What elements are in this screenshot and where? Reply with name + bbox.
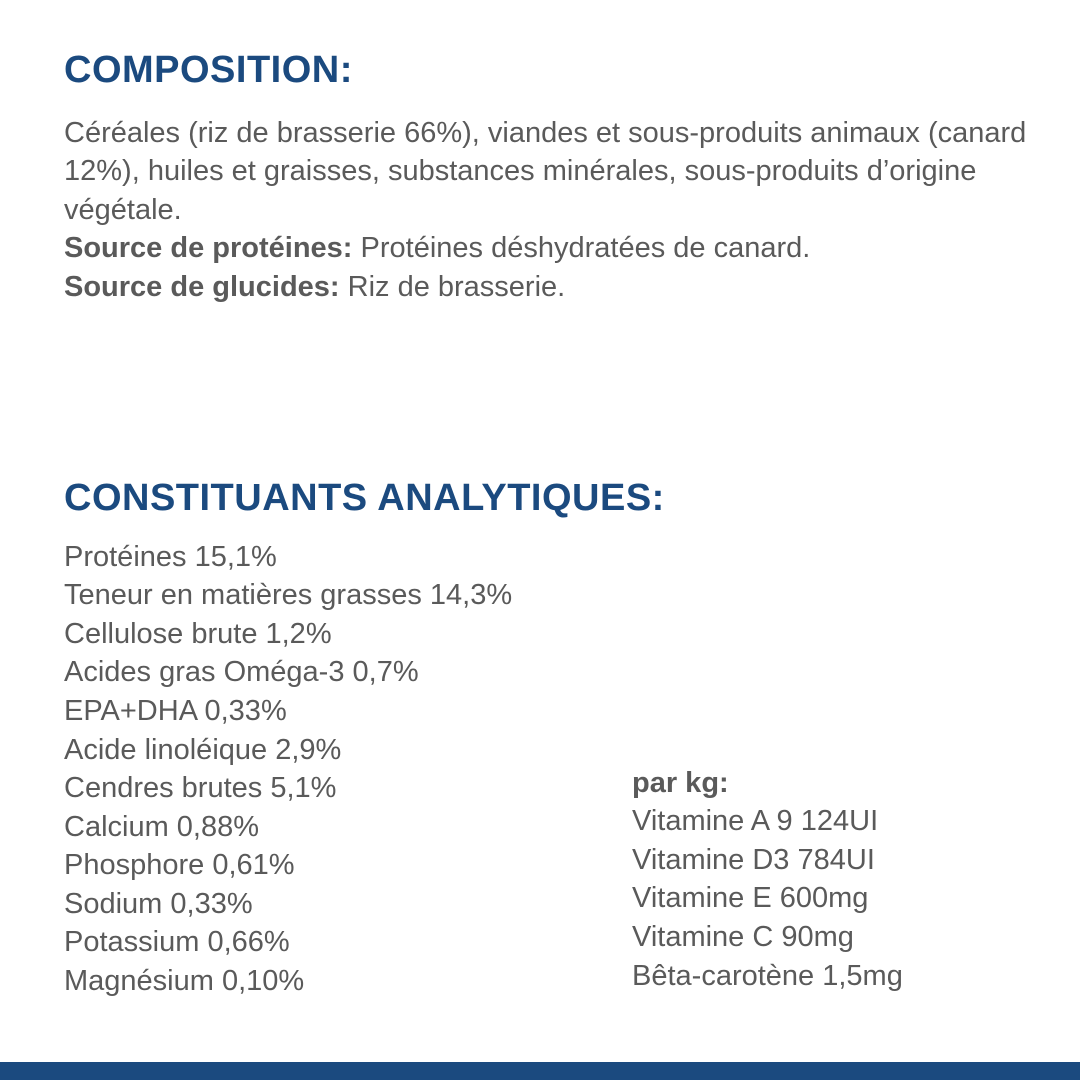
list-item: Potassium 0,66% bbox=[64, 926, 290, 959]
list-item: Vitamine C 90mg bbox=[632, 921, 854, 954]
list-item: Calcium 0,88% bbox=[64, 810, 260, 843]
protein-source-value: Protéines déshydratées de canard. bbox=[352, 232, 811, 265]
protein-source-label: Source de protéines: bbox=[64, 232, 353, 265]
composition-heading: COMPOSITION: bbox=[64, 49, 353, 91]
vitamins-list bbox=[632, 802, 903, 995]
list-item: Vitamine D3 784UI bbox=[632, 843, 875, 876]
list-item: Protéines 15,1% bbox=[64, 540, 277, 573]
list-item: Acide linoléique 2,9% bbox=[64, 733, 342, 766]
composition-body bbox=[64, 114, 1054, 307]
composition-ingredients: Céréales (riz de brasserie 66%), viandes et sous-produits animaux (canard 12%), huiles et graisses, substances minérales, sous-produits d’origine végétale. bbox=[64, 116, 1027, 226]
vitamins-title: par kg: bbox=[632, 766, 729, 799]
vitamins-block bbox=[632, 764, 903, 995]
bottom-accent-bar bbox=[0, 1062, 1080, 1080]
list-item: EPA+DHA 0,33% bbox=[64, 695, 287, 728]
list-item: Phosphore 0,61% bbox=[64, 849, 295, 882]
list-item: Teneur en matières grasses 14,3% bbox=[64, 579, 513, 612]
protein-source-line bbox=[64, 229, 1054, 268]
list-item: Vitamine A 9 124UI bbox=[632, 805, 879, 838]
list-item: Cellulose brute 1,2% bbox=[64, 617, 332, 650]
list-item: Magnésium 0,10% bbox=[64, 964, 305, 997]
list-item: Vitamine E 600mg bbox=[632, 882, 869, 915]
list-item: Cendres brutes 5,1% bbox=[64, 772, 337, 805]
analytical-constituents-section bbox=[64, 478, 1054, 1001]
list-item: Bêta-carotène 1,5mg bbox=[632, 959, 903, 992]
analytical-constituents-body bbox=[64, 538, 1054, 1001]
list-item: Acides gras Oméga-3 0,7% bbox=[64, 656, 419, 689]
analytical-constituents-list bbox=[64, 538, 624, 1001]
carb-source-value: Riz de brasserie. bbox=[339, 271, 566, 304]
carb-source-label: Source de glucides: bbox=[64, 271, 340, 304]
composition-section bbox=[64, 50, 1054, 307]
list-item: Sodium 0,33% bbox=[64, 887, 253, 920]
carb-source-line bbox=[64, 268, 1054, 307]
analytical-constituents-heading: CONSTITUANTS ANALYTIQUES: bbox=[64, 477, 665, 519]
